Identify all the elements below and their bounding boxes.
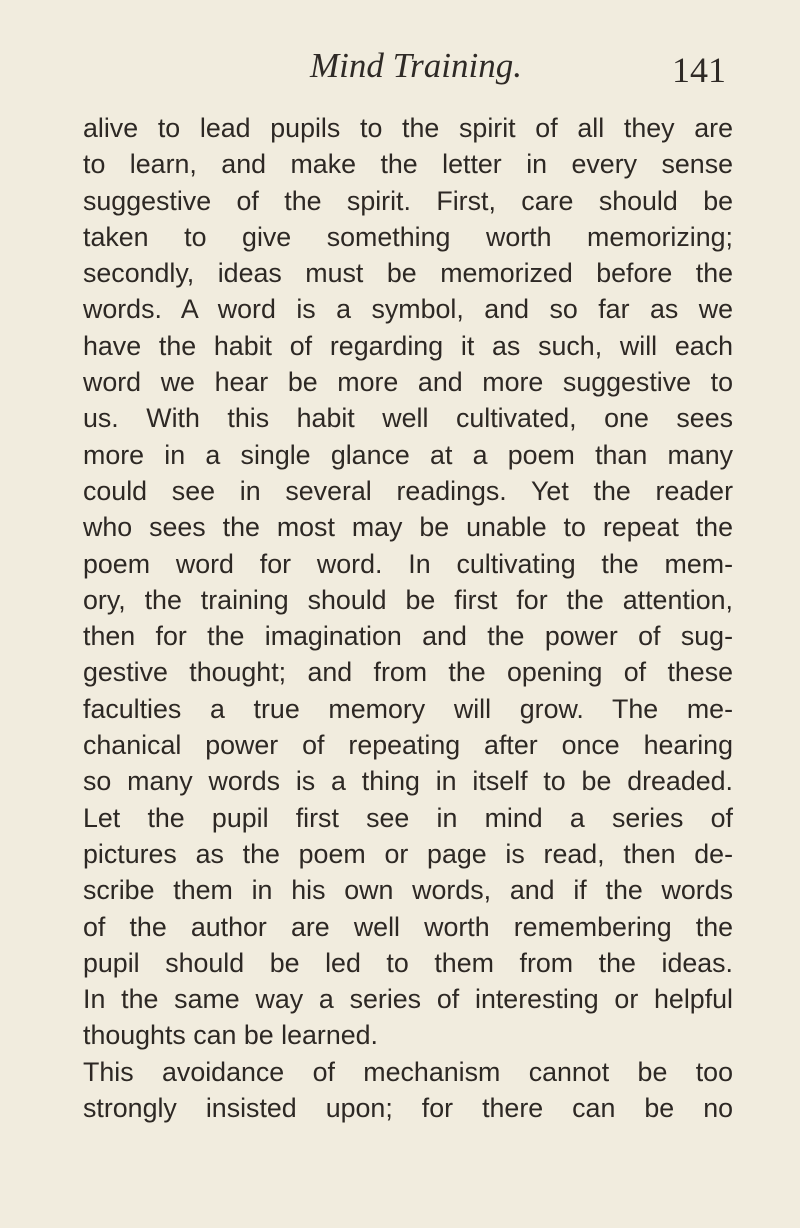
text-line-27: This avoidance of mechanism cannot be too [83,1056,733,1087]
text-line-6: words. A word is a symbol, and so far as we [83,294,733,325]
text-line-2: to learn, and make the letter in every sense [83,149,733,180]
running-header [0,44,800,94]
text-line-24: pupil should be led to them from the ideas. [83,947,733,978]
text-line-7: have the habit of regarding it as such, will each [83,330,733,361]
text-line-26: thoughts can be learned. [83,1020,378,1051]
page-number: 141 [672,50,726,90]
text-line-20: Let the pupil first see in mind a series of [83,802,733,833]
text-line-18: chanical power of repeating after once hearing [83,730,733,761]
text-line-16: gestive thought; and from the opening of these [83,657,733,688]
text-line-11: could see in several readings. Yet the reader [83,475,733,506]
text-line-10: more in a single glance at a poem than many [83,439,733,470]
text-line-25: In the same way a series of interesting or helpful [83,984,733,1015]
text-line-23: of the author are well worth remembering the [83,911,733,942]
text-line-5: secondly, ideas must be memorized before the [83,258,733,289]
text-line-3: suggestive of the spirit. First, care should be [83,185,733,216]
text-line-9: us. With this habit well cultivated, one sees [83,403,733,434]
text-line-15: then for the imagination and the power of sug- [83,621,733,652]
text-line-8: word we hear be more and more suggestive to [83,367,733,398]
text-line-13: poem word for word. In cultivating the mem- [83,548,733,579]
text-line-21: pictures as the poem or page is read, then de- [83,838,733,869]
body-text [83,110,733,1126]
text-line-28: strongly insisted upon; for there can be no [83,1093,733,1124]
text-line-12: who sees the most may be unable to repeat the [83,512,733,543]
text-line-17: faculties a true memory will grow. The me- [83,693,733,724]
text-line-22: scribe them in his own words, and if the words [83,875,733,906]
running-title: Mind Training. [310,46,522,85]
text-line-4: taken to give something worth memorizing; [83,221,733,252]
text-line-14: ory, the training should be first for the attention, [83,584,733,615]
text-line-1: alive to lead pupils to the spirit of all they are [83,113,733,143]
text-line-19: so many words is a thing in itself to be dreaded. [83,766,733,797]
